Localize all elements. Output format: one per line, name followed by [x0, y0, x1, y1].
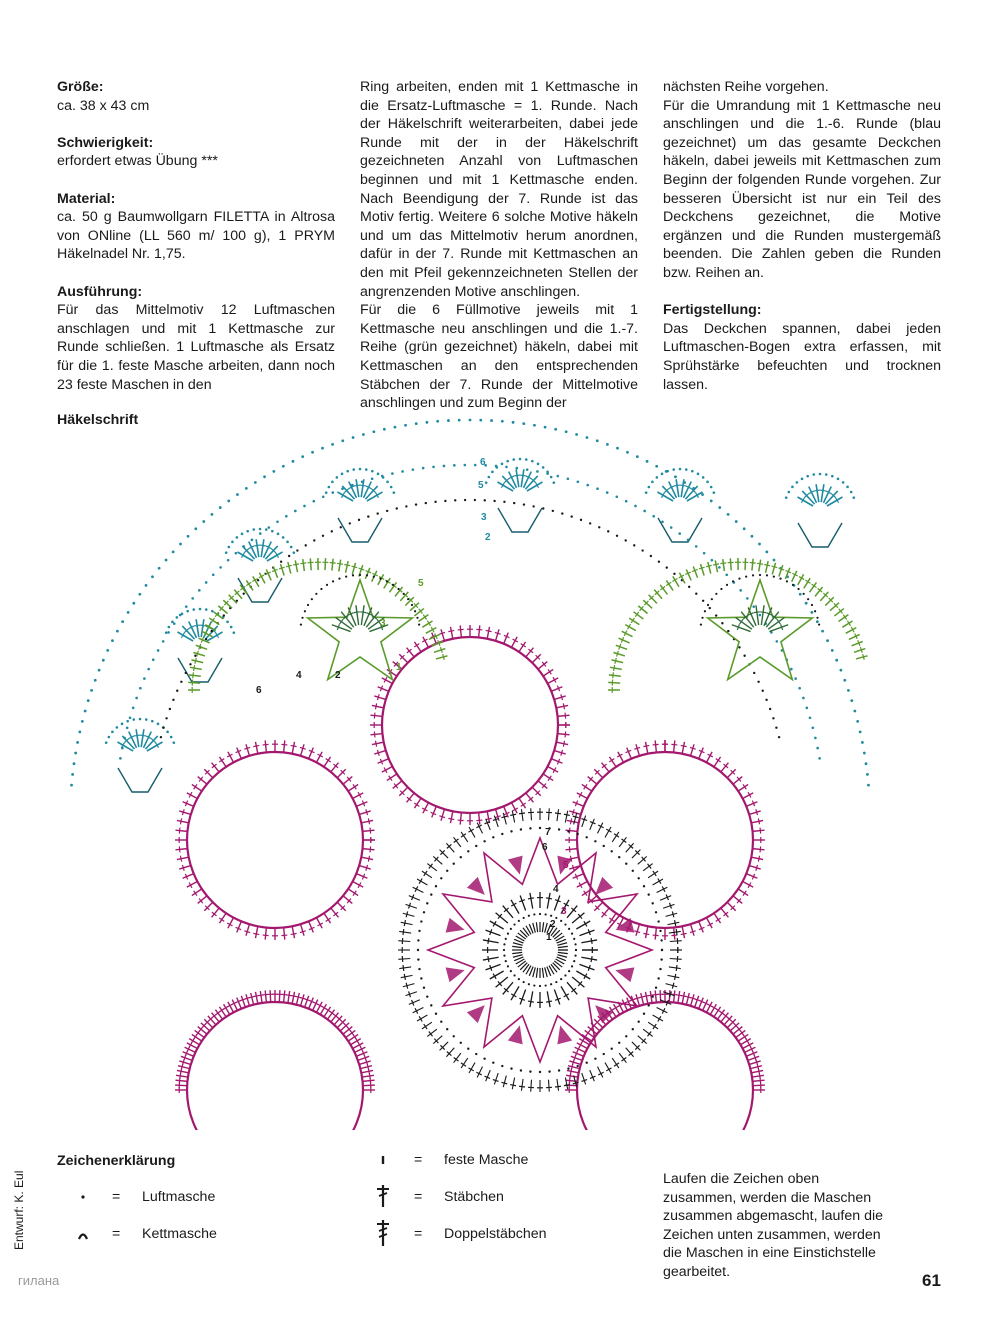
execution-text: Für das Mittelmotiv 12 Luftmaschen anschlagen und mit 1 Kettmasche zur Runde schließen. 1 Luftmasche als Ersatz für die 1. feste Masche arbeiten, dann noch 23 feste Maschen in den	[57, 302, 335, 393]
border-round-label-6: 6	[480, 457, 486, 468]
border-fan-5	[657, 479, 702, 501]
center-petal-3	[615, 967, 634, 982]
filler-star-1	[708, 580, 813, 680]
center-round-label-2: 2	[550, 919, 556, 930]
border-fan-chain-6	[785, 473, 855, 499]
filler-row-label-2: 2	[335, 670, 341, 681]
legend-label-treble-crochet: Doppelstäbchen	[444, 1226, 547, 1242]
material-text: ca. 50 g Baumwollgarn FILETTA in Altrosa von ONline (LL 560 m/ 100 g), 1 PRYM Häkelnadel Nr. 1,75.	[57, 209, 335, 263]
legend-label-double-crochet: Stäbchen	[444, 1189, 504, 1205]
text-column-3	[663, 78, 941, 394]
center-petal-8	[446, 967, 465, 982]
border-chain-inner	[160, 499, 781, 739]
ring-base-1	[187, 752, 363, 928]
center-petal-1	[595, 877, 613, 895]
ring-base-2	[577, 752, 753, 928]
dot-icon	[72, 1187, 94, 1213]
ring-stitches-0	[370, 625, 570, 825]
text-column-1	[57, 78, 335, 394]
center-round-label-7: 7	[545, 827, 551, 838]
diagram-title: Häkelschrift	[57, 412, 139, 428]
watermark: гилана	[18, 1273, 60, 1288]
border-fan-chain-2	[225, 528, 295, 554]
center-round-3	[482, 892, 598, 1008]
motif-rings	[175, 625, 765, 1130]
legend-label-single-crochet: feste Masche	[444, 1152, 529, 1168]
border-fan-shell-4	[498, 508, 542, 532]
single-crochet-icon	[372, 1150, 394, 1176]
difficulty-text: erfordert etwas Übung ***	[57, 153, 218, 170]
legend-label-chain: Luftmasche	[142, 1189, 216, 1205]
center-round-label-3: 3	[561, 906, 567, 917]
finish-text: Das Deckchen spannen, dabei jeden Luftmaschen-Bogen extra erfassen, mit Sprühstärke befeuchten und trocknen lassen.	[663, 320, 941, 393]
page-number: 61	[922, 1271, 941, 1290]
border-round-label-3: 3	[481, 512, 487, 523]
border-fan-chain-4	[485, 458, 555, 484]
size-text: ca. 38 x 43 cm	[57, 97, 150, 114]
legend-note: Laufen die Zeichen oben zusammen, werden die Maschen zusammen abgemascht, laufen die Zeichen unten zusammen, werden die Maschen in eine Einstichstelle gearbeitet.	[663, 1171, 884, 1280]
center-round-label-5: 5	[563, 860, 569, 871]
center-round-label-4: 4	[553, 884, 559, 895]
material-heading: Material:	[57, 190, 116, 207]
filler-row-label-1: 1	[396, 662, 402, 673]
center-round-1	[512, 922, 568, 978]
border-fan-shell-0	[118, 768, 162, 792]
center-petal-7	[467, 1005, 485, 1023]
filler-motifs	[188, 558, 868, 693]
center-petal-6	[508, 1025, 523, 1044]
border-fan-shell-5	[658, 518, 702, 542]
difficulty-heading: Schwierigkeit:	[57, 134, 154, 151]
ring-stitches-2	[565, 740, 765, 940]
border-fan-0	[117, 729, 162, 751]
center-petal-2	[615, 918, 634, 933]
instructions-paragraph-4: Für die Umrandung mit 1 Kettmasche neu anschlingen und die 1.-6. Runde (blau gezeichnet) um das gesamte Deckchen häkeln, dabei jeweils mit Kettmaschen zum Beginn der folgenden Runde vorgehen. Zur besseren Übersicht ist nur ein Teil des Deckchens gezeichnet, die Motive ergänzen und die Runden mustergemäß beenden. Die Zahlen geben die Runden bzw. Reihen an.	[663, 97, 941, 281]
center-petal-10	[467, 877, 485, 895]
border-chain-outer	[70, 419, 870, 787]
instructions-paragraph-3: nächsten Reihe vorgehen.	[663, 79, 829, 95]
center-petal-9	[446, 918, 465, 933]
round-labels	[256, 457, 569, 943]
border-fan-chain-3	[325, 468, 395, 494]
border-fan-4	[497, 469, 542, 491]
filler-row-label-3: 3	[380, 618, 386, 629]
center-petal-5	[557, 1025, 572, 1044]
ring-stitches-3	[175, 990, 375, 1093]
border-fan-shell-6	[798, 523, 842, 547]
center-star	[428, 838, 652, 1062]
text-column-2	[360, 78, 638, 413]
treble-crochet-icon	[372, 1224, 394, 1253]
legend-label-slip-stitch: Kettmasche	[142, 1226, 217, 1242]
finish-heading: Fertigstellung:	[663, 302, 762, 319]
center-round-7	[398, 808, 682, 1092]
instructions-paragraph-2: Für die 6 Füllmotive jeweils mit 1 Kettmasche neu anschlingen und die 1.-7. Reihe (grün gezeichnet) häkeln, dabei mit Kettmaschen an den entsprechenden Stäbchen der 7. Runde der Mittelmotive anschlingen und zum Beginn der	[360, 302, 638, 412]
crochet-diagram	[60, 400, 900, 1130]
border-rounds	[70, 419, 870, 792]
filler-row-label-6: 6	[256, 685, 262, 696]
filler-inner-1	[732, 605, 788, 631]
border-fan-chain-0	[105, 718, 175, 744]
ring-base-0	[382, 637, 558, 813]
center-petal-11	[508, 856, 523, 875]
legend-title: Zeichenerklärung	[57, 1153, 176, 1169]
center-round-label-1: 1	[546, 932, 552, 943]
border-round-label-5: 5	[478, 480, 484, 491]
center-round-6	[417, 827, 663, 1073]
border-fan-shell-3	[338, 518, 382, 542]
border-fan-chain-5	[645, 468, 715, 494]
center-motif	[398, 808, 682, 1092]
border-fan-6	[797, 484, 842, 506]
center-round-label-6: 6	[542, 842, 548, 853]
size-heading: Größe:	[57, 79, 104, 95]
border-fan-3	[337, 479, 382, 501]
border-round-label-2: 2	[485, 532, 491, 543]
ring-stitches-1	[175, 740, 375, 940]
slip-stitch-icon	[72, 1224, 94, 1250]
design-credit: Entwurf: K. Eul	[12, 1170, 26, 1250]
instructions-paragraph-1: Ring arbeiten, enden mit 1 Kettmasche in die Ersatz-Luftmasche = 1. Runde. Nach der Häkelschrift weiterarbeiten, dabei jede Runde mit der in der Häkelschrift gezeichneten Anzahl von Luftmaschen beginnen und mit 1 Kettmasche enden. Nach Beendigung der 7. Runde ist das Motiv fertig. Weitere 6 solche Motive häkeln und um das Mittelmotiv herum anordnen, dafür in der 7. Runde mit Kettmaschen an den mit Pfeil gekennzeichneten Stellen der angrenzenden Motive anschlingen.	[360, 79, 638, 300]
filler-row-label-4: 4	[296, 670, 302, 681]
double-crochet-icon	[372, 1187, 394, 1214]
execution-heading: Ausführung:	[57, 283, 143, 300]
filler-row-label-5: 5	[418, 578, 424, 589]
border-fan-2	[237, 539, 282, 561]
